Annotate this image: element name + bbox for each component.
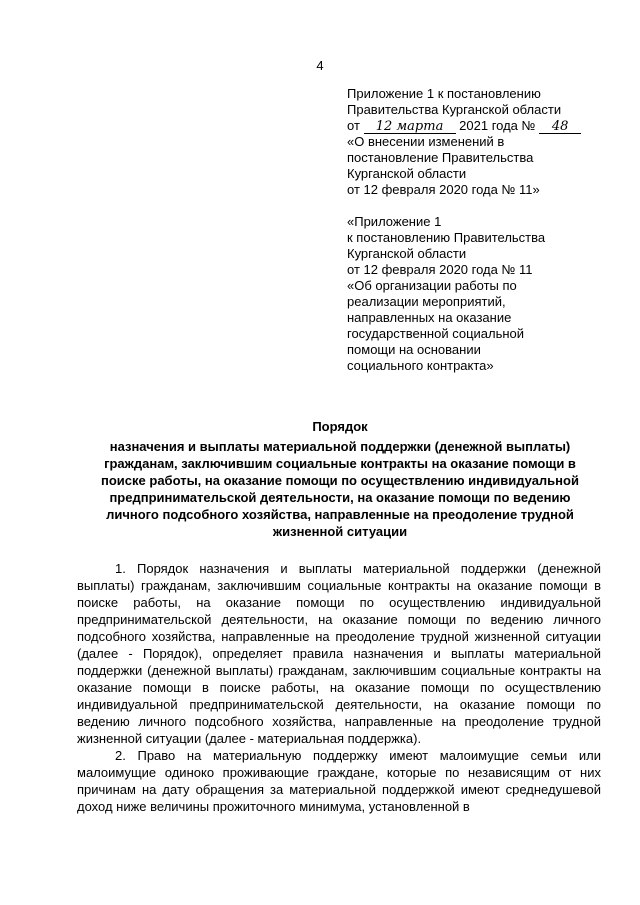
title-line: предпринимательской деятельности, на оказание помощи по ведению [109,490,571,505]
quote-line: направленных на оказание [347,310,512,325]
handwritten-number: 48 [539,120,581,134]
quote-line: помощи на основании [347,342,481,357]
appendix-line: «О внесении изменений в [347,134,505,149]
appendix-line: Правительства Курганской области [347,102,562,117]
quote-line: к постановлению Правительства [347,230,546,245]
appendix-header [347,86,617,198]
appendix-quote [347,214,617,374]
title-line: жизненной ситуации [272,524,408,539]
paragraph-1: 1. Порядок назначения и выплаты материальной поддержки (денежной выплаты) гражданам, заключившим социальные контракты на оказание помощи в поиске работы, на оказание помощи по осуществлению индивидуальной предпринимательской деятельности, на оказание помощи по ведению личного подсобного хозяйства, направленные на преодоление трудной жизненной ситуации (далее - Порядок), определяет правила назначения и выплаты материальной поддержки (денежной выплаты) гражданам, заключившим социальные контракты на оказание помощи в поиске работы, на оказание помощи по осуществлению индивидуальной предпринимательской деятельности, на оказание помощи по ведению личного подсобного хозяйства, направленные на преодоление трудной жизненной ситуации (далее - материальная поддержка). [77,561,601,746]
quote-line: «Об организации работы по [347,278,517,293]
quote-line: государственной социальной [347,326,525,341]
appendix-line: Приложение 1 к постановлению [347,86,541,101]
quote-line: «Приложение 1 [347,214,442,229]
appendix-line: от 12 февраля 2020 года № 11» [347,182,540,197]
title-line: назначения и выплаты материальной поддержки (денежной выплаты) [109,439,571,454]
year-number-label: 2021 года № [459,118,536,133]
title-line: личного подсобного хозяйства, направленные на преодоление трудной [106,507,574,522]
paragraph-2: 2. Право на материальную поддержку имеют малоимущие семьи или малоимущие одиноко проживающие граждане, которые по независящим от них причинам на дату обращения за материальной поддержкой имеют среднедушевой доход ниже величины прожиточного минимума, установленной в [77,748,601,814]
appendix-date-line [347,118,617,134]
date-prefix: от [347,118,360,133]
appendix-line: Курганской области [347,166,467,181]
page-number: 4 [316,58,324,73]
document-body [77,560,601,815]
title-line: гражданам, заключившим социальные контракты на оказание помощи в [104,456,576,471]
title-heading: Порядок [312,419,368,434]
quote-line: реализации мероприятий, [347,294,506,309]
appendix-line: постановление Правительства [347,150,534,165]
title-line: поиске работы, на оказание помощи по осуществлению индивидуальной [101,473,579,488]
handwritten-date: 12 марта [364,120,456,134]
quote-line: Курганской области [347,246,467,261]
quote-line: социального контракта» [347,358,494,373]
document-title [70,418,610,540]
quote-line: от 12 февраля 2020 года № 11 [347,262,533,277]
